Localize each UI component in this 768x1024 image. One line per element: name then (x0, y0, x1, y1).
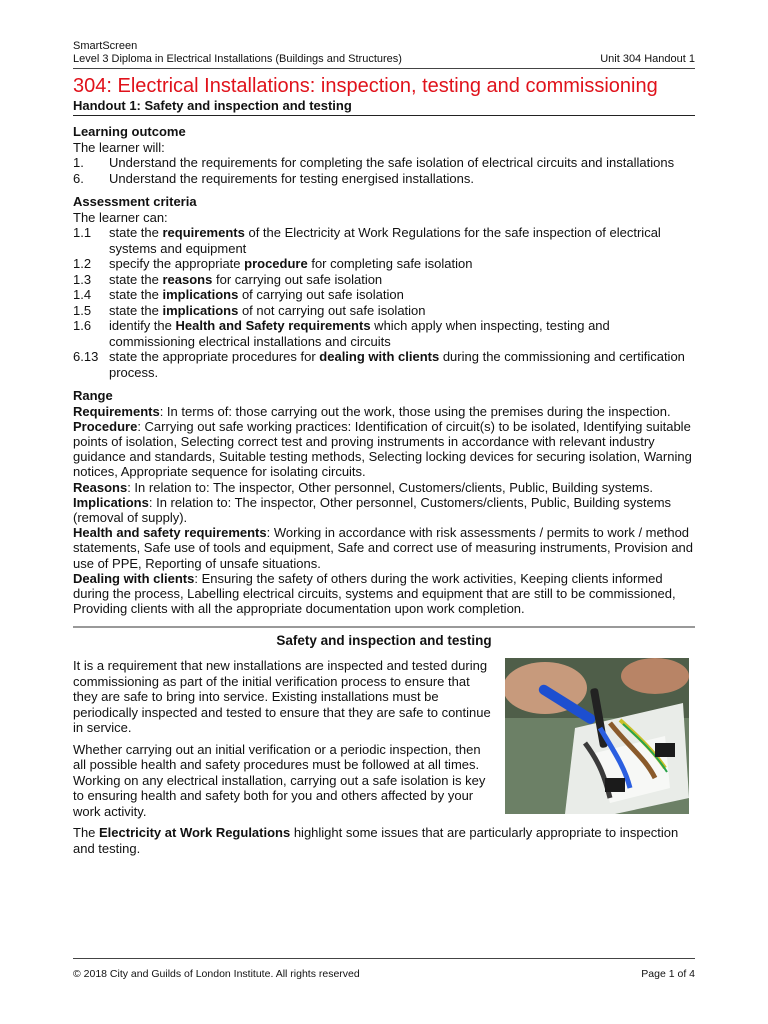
header-unit-ref: Unit 304 Handout 1 (600, 53, 695, 65)
item-number: 1.5 (73, 302, 92, 318)
range-list (73, 404, 695, 617)
footer-page-number: Page 1 of 4 (641, 968, 695, 980)
section-divider (73, 626, 695, 628)
item-number: 1.4 (73, 287, 92, 302)
section2-heading: Safety and inspection and testing (276, 633, 492, 649)
document-page (73, 40, 695, 856)
page-subtitle: Handout 1: Safety and inspection and testing (73, 98, 695, 116)
list-item (73, 256, 695, 272)
list-item (73, 171, 695, 187)
item-text: state the implications of not carrying out safe isolation (109, 302, 426, 318)
footer-copyright: © 2018 City and Guilds of London Institute. All rights reserved (73, 968, 360, 980)
assessment-criteria-list (73, 225, 695, 380)
item-text: state the requirements of the Electricity at Work Regulations for the safe inspection of electrical systems and equipment (109, 225, 661, 256)
paragraph: It is a requirement that new installations are inspected and tested during commissioning as part of the initial verification process to ensure that they are safe to bring into service. Existing installations must be periodically inspected and tested to ensure that they are safe to continue in service. (73, 658, 491, 736)
item-number: 1.1 (73, 225, 92, 240)
list-item (73, 318, 695, 349)
item-text: Understand the requirements for testing energised installations. (109, 170, 474, 186)
learning-outcome-heading: Learning outcome (73, 124, 186, 139)
page-footer (73, 958, 695, 981)
item-text: state the appropriate procedures for dealing with clients during the commissioning and certification process. (109, 349, 685, 380)
header-row (73, 53, 695, 69)
range-heading: Range (73, 388, 113, 403)
item-text: Understand the requirements for completing the safe isolation of electrical circuits and installations (109, 155, 675, 170)
range-item: Implications: In relation to: The inspector, Other personnel, Customers/clients, Public, Building systems (removal of supply). (73, 494, 672, 525)
item-text: identify the Health and Safety requirements which apply when inspecting, testing and commissioning electrical installations and circuits (109, 318, 610, 349)
paragraph: Whether carrying out an initial verification or a periodic inspection, then all possible health and safety procedures must be followed at all times. Working on any electrical installation, carrying out a safe isolation is key to ensuring health and safety both for you and others affected by your work activity. (73, 741, 486, 819)
range-item: Procedure: Carrying out safe working practices: Identification of circuit(s) to be isolated, Identifying suitable points of isolation, Selecting correct test and proving instruments in accordance with relevant industry guidance and standards, Suitable testing methods, Selecting locking devices for securing isolation, Warning notices, Appropriate sequence for isolating circuits. (73, 418, 692, 480)
item-number: 6. (73, 170, 84, 186)
item-number: 1.6 (73, 318, 92, 333)
range-item: Dealing with clients: Ensuring the safety of others during the work activities, Keeping clients informed during the process, Labelling electrical circuits, systems and equipment that are still to be commissioned, Providing clients with all the appropriate documentation upon work completion. (73, 570, 676, 617)
range-item: Health and safety requirements: Working in accordance with risk assessments / permits to work / method statements, Safe use of tools and equipment, Safe and correct use of measuring instruments, Provision and use of PPE, Reporting of unsafe situations. (73, 525, 694, 571)
section2-text-column (73, 658, 491, 819)
range-item: Reasons: In relation to: The inspector, Other personnel, Customers/clients, Public, Building systems. (73, 479, 653, 495)
header-org: SmartScreen (73, 40, 138, 52)
electrician-photo (505, 658, 689, 814)
list-item (73, 155, 695, 171)
item-number: 1.3 (73, 271, 92, 287)
list-item (73, 303, 695, 319)
item-number: 6.13 (73, 349, 99, 364)
list-item (73, 287, 695, 303)
page-title: 304: Electrical Installations: inspection, testing and commissioning (73, 75, 658, 97)
list-item (73, 272, 695, 288)
assessment-criteria-heading: Assessment criteria (73, 194, 197, 209)
learning-outcome-list (73, 155, 695, 186)
item-number: 1. (73, 155, 84, 170)
item-text: state the reasons for carrying out safe isolation (109, 271, 383, 287)
item-number: 1.2 (73, 256, 92, 271)
item-text: state the implications of carrying out safe isolation (109, 287, 404, 302)
paragraph-eawr: The Electricity at Work Regulations highlight some issues that are particularly appropriate to inspection and testing. (73, 825, 679, 856)
section2-body (73, 658, 695, 856)
range-item: Requirements: In terms of: those carrying out the work, those using the premises during the inspection. (73, 403, 671, 419)
assessment-criteria-intro: The learner can: (73, 209, 168, 225)
learning-outcome-intro: The learner will: (73, 139, 165, 155)
list-item (73, 225, 695, 256)
wiring-illustration (505, 658, 689, 814)
header-course: Level 3 Diploma in Electrical Installations (Buildings and Structures) (73, 53, 402, 65)
item-text: specify the appropriate procedure for completing safe isolation (109, 256, 473, 271)
list-item (73, 349, 695, 380)
